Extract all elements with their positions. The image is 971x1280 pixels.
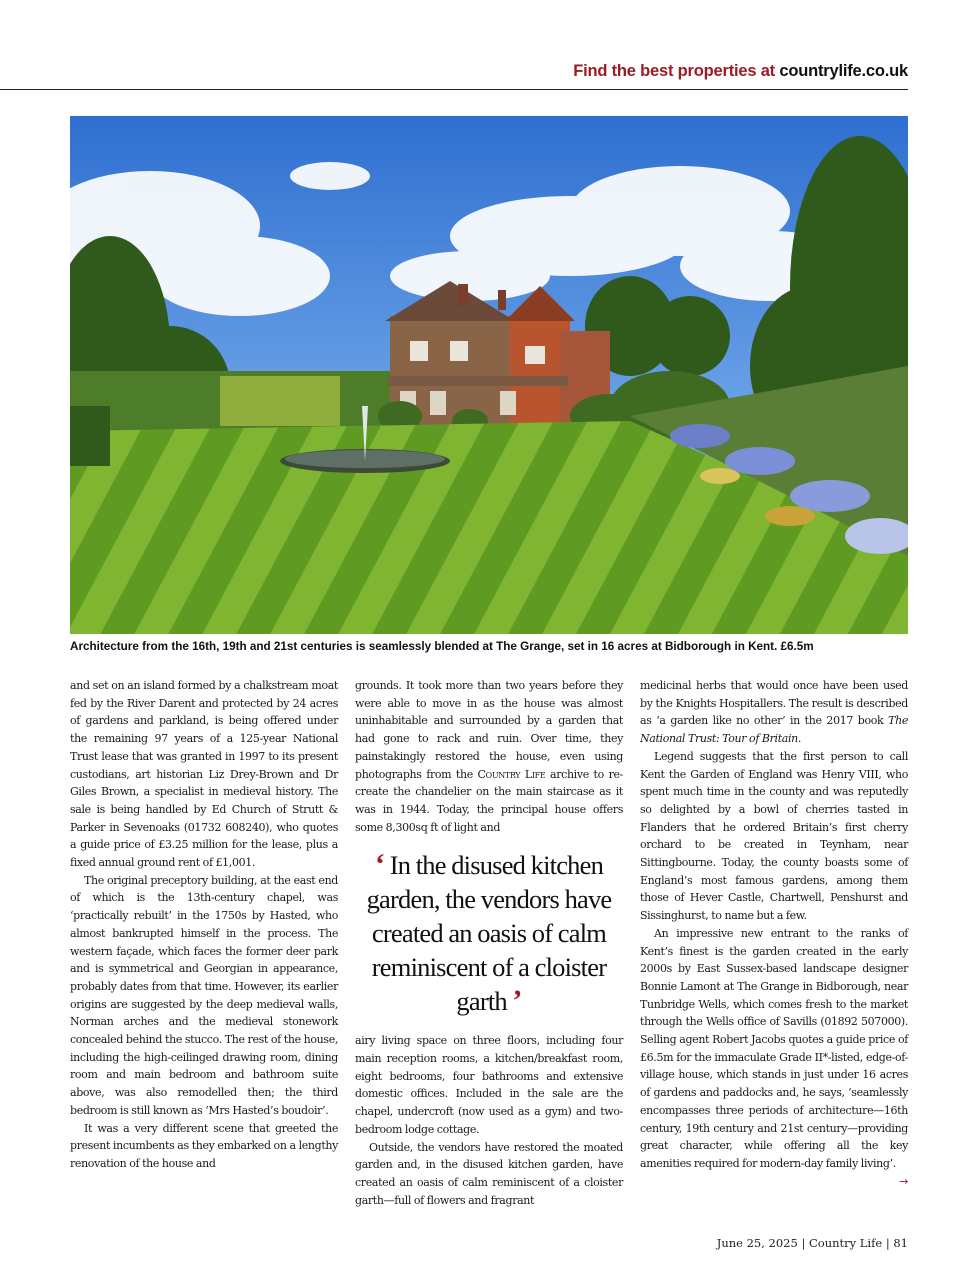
site-link[interactable]: countrylife.co.uk [779,62,908,80]
book-title: The National Trust: Tour of Britain [640,714,908,746]
paragraph-text: archive to re-create the chandelier on the main staircase as it was in 1944. Today, the principal house offers some 8,300sq ft of light and [355,767,623,834]
paragraph: The original preceptory building, at the east end of which is the 13th-century chapel, was ‘practically rebuilt’ in the 1750s by Hasted, who almost bankrupted himself in the process. The western façade, which faces the former deer park and is symmetrical and Georgian in appearance, probably dates from that time. However, its earlier origins are suggested by the deep medieval walls, Norman arches and the medieval stonework concealed behind the stucco. The rest of the house, including the high-ceilinged drawing room, dining room and main bedroom and bathroom suite above, was also remodelled then; the third bedroom is still known as ‘Mrs Hasted’s boudoir’. [70,873,338,1117]
paragraph: It was a very different scene that greeted the present incumbents as they embarked on a lengthy renovation of the house and [70,1121,338,1170]
paragraph-text: An impressive new entrant to the ranks of Kent’s finest is the garden created in the early 2000s by East Sussex-based landscape designer Bonnie Lamont at The Grange in Bidborough, near Tunbridge Wells, which comes fresh to the market through the Wells office of Savills (01892 507000). Selling agent Robert Jacobs quotes a guide price of £6.5m for the immaculate Grade II*-listed, edge-of-village house, which stands in just under 16 acres of gardens and paddocks and, he says, ‘seamlessly encompasses three periods of architecture—16th century, 19th century and 21st century—providing great character, while offering all the key amenities required for modern-day family living’. [640,926,908,1170]
paragraph: airy living space on three floors, including four main reception rooms, a kitchen/breakfast room, eight bedrooms, four bathrooms and extensive domestic offices. Included in the sale are the chapel, undercroft (now used as a gym) and two-bedroom lodge cottage. [355,1034,623,1136]
article-column-3 [640,677,908,1190]
promo-text: Find the best properties at [573,62,780,80]
article-column-2 [355,677,623,1209]
photo-caption: Architecture from the 16th, 19th and 21st centuries is seamlessly blended at The Grange, set in 16 acres at Bidborough in Kent. £6.5m [70,640,814,653]
paragraph: and set on an island formed by a chalkstream moat fed by the River Darent and protected by 24 acres of gardens and parkland, is being offered under the remaining 97 years of a 125-year National Trust lease that was granted in 1997 to its present custodians, art historian Liz Drey-Brown and Dr Giles Brown, a specialist in medieval history. The sale is being handled by Ed Church of Strutt & Parker in Sevenoaks (01732 608240), who quotes a guide price of £3.25 million for the lease, plus a fixed annual ground rent of £1,001. [70,679,338,870]
article-column-1 [70,677,338,1173]
paragraph: Legend suggests that the first person to call Kent the Garden of England was Henry VIII, who spent much time in the county and was reputedly so delighted by a bowl of cherries tasted in Flanders that he ordered Britain’s first cherry orchard to be created in Teynham, near Sittingbourne. Today, the county boasts some of England’s most famous gardens, among them those of Hever Castle, Chartwell, Penshurst and Sissinghurst, to name but a few. [640,749,908,923]
close-quote-mark: ’ [512,984,522,1018]
country-house-garden-photo [70,116,908,634]
pull-quote-text: In the disused kitchen garden, the vendors have created an oasis of calm reminiscent of a cloister garth [366,850,612,1017]
photo-illustration [70,116,908,634]
paragraph [640,677,908,748]
header-rule [0,89,908,90]
continue-arrow-icon[interactable]: → [899,1174,908,1188]
page-folio: June 25, 2025 | Country Life | 81 [716,1236,908,1250]
magazine-name: Country Life [477,767,546,781]
pull-quote [355,848,623,1018]
paragraph-text: . [797,732,802,746]
open-quote-mark: ‘ [374,848,385,882]
paragraph-text: medicinal herbs that would once have been used by the Knights Hospitallers. The result is described as ‘a garden like no other’ in the 2017 book [640,679,908,728]
paragraph [355,677,623,836]
site-promo-header [0,62,908,81]
paragraph-text: grounds. It took more than two years before they were able to move in as the house was almost uninhabitable and surrounded by a garden that had gone to rack and ruin. Over time, they painstakingly restored the house, even using photographs from the [355,679,623,781]
paragraph [640,925,908,1188]
paragraph: Outside, the vendors have restored the moated garden and, in the disused kitchen garden, have created an oasis of calm reminiscent of a cloister garth—full of flowers and fragrant [355,1140,623,1207]
